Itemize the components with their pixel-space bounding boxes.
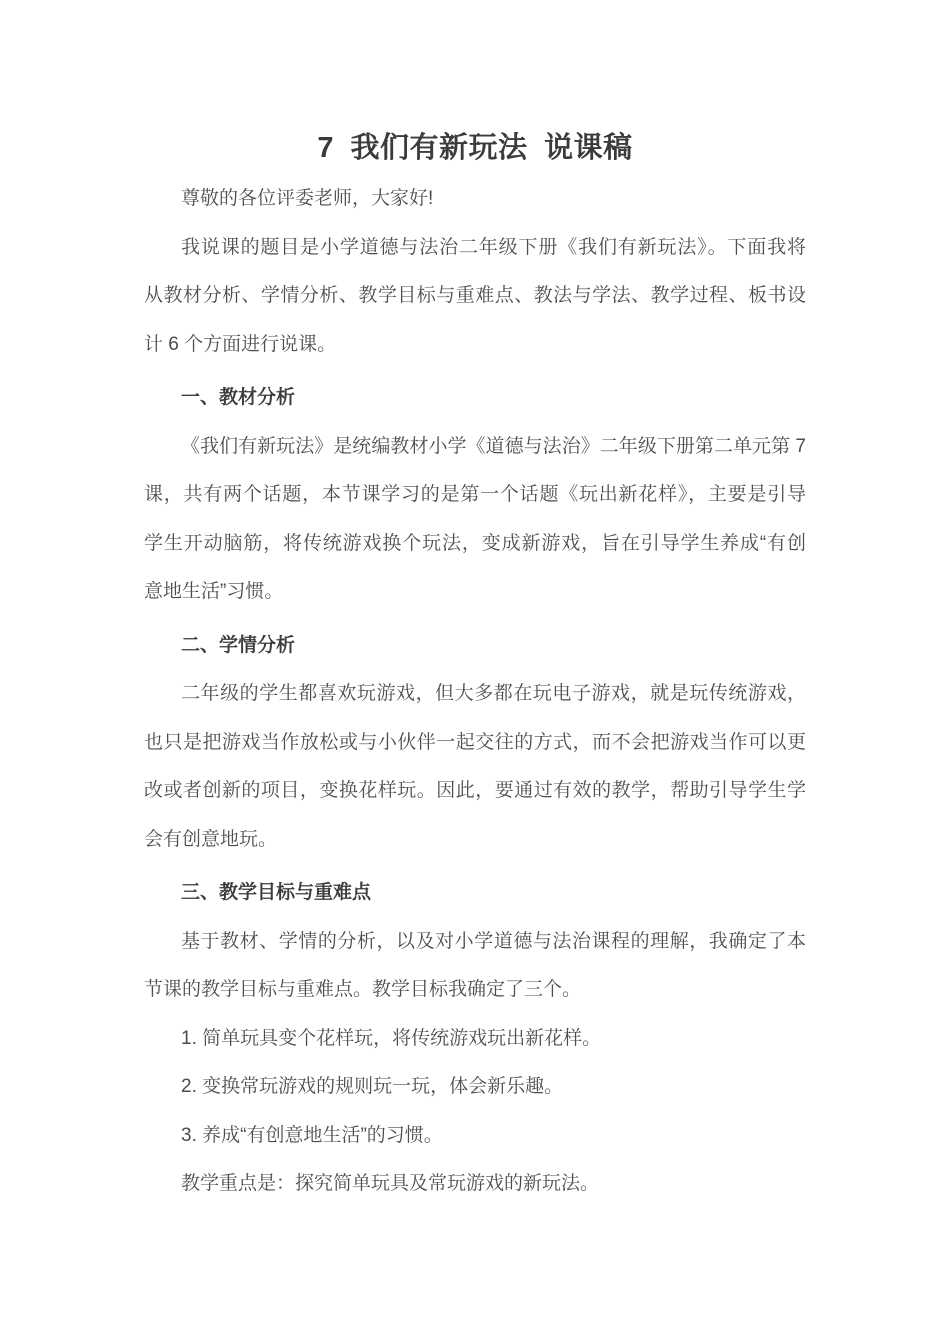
- paragraph: [144, 175, 806, 224]
- text-line: 也只是把游戏当作放松或与小伙伴一起交往的方式，而不会把游戏当作可以更: [144, 731, 806, 753]
- text-line: 意地生活”习惯。: [144, 581, 284, 602]
- paragraph: [144, 1160, 806, 1209]
- text-line: 2. 变换常玩游戏的规则玩一玩，体会新乐趣。: [181, 1076, 564, 1097]
- text-line: 会有创意地玩。: [144, 828, 278, 850]
- paragraph: [144, 1063, 806, 1112]
- paragraph: [144, 670, 806, 864]
- text-line: 基于教材、学情的分析，以及对小学道德与法治课程的理解，我确定了本: [181, 930, 806, 952]
- text-line: 我说课的题目是小学道德与法治二年级下册《我们有新玩法》。下面我将: [181, 236, 806, 258]
- text-line: 尊敬的各位评委老师，大家好!: [181, 188, 434, 209]
- paragraph: [144, 1112, 806, 1161]
- text-line: 《我们有新玩法》是统编教材小学《道德与法治》二年级下册第二单元第 7: [181, 435, 806, 457]
- text-line: 改或者创新的项目，变换花样玩。因此，要通过有效的教学，帮助引导学生学: [144, 780, 806, 801]
- section-heading: 三、教学目标与重难点: [181, 882, 372, 903]
- section-heading: 二、学情分析: [181, 634, 296, 656]
- text-line: 节课的教学目标与重难点。教学目标我确定了三个。: [144, 979, 582, 1000]
- text-line: 从教材分析、学情分析、教学目标与重难点、教法与学法、教学过程、板书设: [144, 285, 806, 306]
- text-line: 3. 养成“有创意地生活”的习惯。: [181, 1124, 443, 1146]
- text-line: 学生开动脑筋，将传统游戏换个玩法，变成新游戏，旨在引导学生养成“有创: [144, 532, 806, 554]
- text-line: 课，共有两个话题，本节课学习的是第一个话题《玩出新花样》，主要是引导: [144, 484, 806, 505]
- text-line: 二年级的学生都喜欢玩游戏，但大多都在玩电子游戏，就是玩传统游戏，: [181, 683, 806, 704]
- paragraph: [144, 423, 806, 617]
- text-line: 计 6 个方面进行说课。: [144, 333, 337, 355]
- text-line: 教学重点是：探究简单玩具及常玩游戏的新玩法。: [181, 1173, 600, 1194]
- section-heading: 一、教材分析: [181, 387, 296, 408]
- document-body: [144, 175, 806, 1209]
- paragraph: [144, 224, 806, 370]
- paragraph: [144, 918, 806, 1015]
- paragraph: [144, 1015, 806, 1064]
- text-line: 1. 简单玩具变个花样玩，将传统游戏玩出新花样。: [181, 1027, 602, 1049]
- document-title: 7 我们有新玩法 说课稿: [317, 132, 633, 164]
